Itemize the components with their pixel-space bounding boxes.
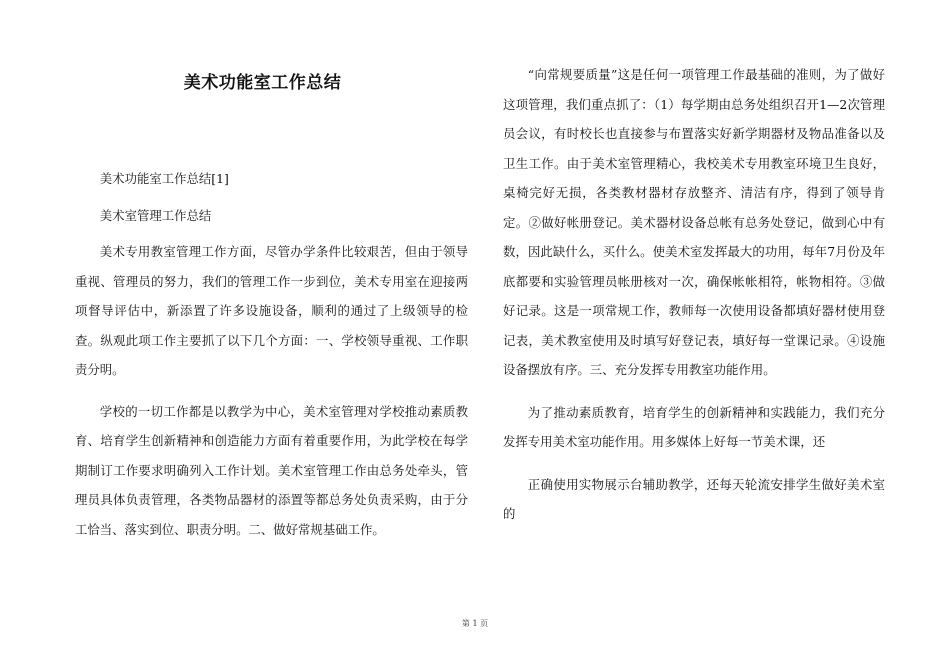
subtitle-art-room-management: 美术室管理工作总结: [99, 207, 212, 223]
paragraph-teaching-center: 学校的一切工作都是以教学为中心，美术室管理对学校推动素质教育、培育学生创新精神和创造能力方面有着重要作用，为此学校在每学期制订工作要求明确列入工作计划。美术室管理工作由总务处牵头，管理员具体负责管理，各类物品器材的添置等都总务处负责采购，由于分工恰当、落实到位、职责分明。二、做好常规基础工作。: [75, 403, 468, 537]
document-title: 美术功能室工作总结: [183, 73, 342, 93]
page-number: 第 1 页: [461, 619, 489, 628]
paragraph-physical-display: 正确使用实物展示台辅助教学，还每天轮流安排学生做好美术室的: [503, 476, 885, 521]
subtitle-summary-1: 美术功能室工作总结[1]: [99, 171, 229, 186]
paragraph-quality-education: 为了推动素质教育，培育学生的创新精神和实践能力，我们充分发挥专用美术室功能作用。用多媒体上好每一节美术课，还: [503, 404, 885, 449]
paragraph-management-overview: 美术专用教室管理工作方面，尽管办学条件比较艰苦，但由于领导重视、管理员的努力，我们的管理工作一步到位，美术专用室在迎接两项督导评估中，新添置了许多设施设备，顺利的通过了上级领导的检查。纵观此项工作主要抓了以下几个方面：一、学校领导重视、工作职责分明。: [75, 244, 468, 377]
right-column: [503, 60, 885, 529]
paragraph-routine-quality: “向常规要质量”这是任何一项管理工作最基础的准则，为了做好这项管理，我们重点抓了：（1）每学期由总务处组织召开1—2次管理员会议，有时校长也直接参与布置落实好新学期器材及物品准备以及卫生工作。由于美术室管理精心，我校美术专用教室环境卫生良好，桌椅完好无损，各类教材器材存放整齐、清洁有序，得到了领导肯定。②做好帐册登记。美术器材设备总帐有总务处登记，做到心中有数，因此缺什么，买什么。使美术室发挥最大的功用，每年7月份及年底都要和实验管理员帐册核对一次，确保帐帐相符，帐物相符。③做好记录。这是一项常规工作，教师每一次使用设备都填好器材使用登记表，美术教室使用及时填写好登记表，填好每一堂课记录。④设施设备摆放有序。三、充分发挥专用教室功能作用。: [503, 67, 885, 377]
left-column: [75, 164, 468, 544]
